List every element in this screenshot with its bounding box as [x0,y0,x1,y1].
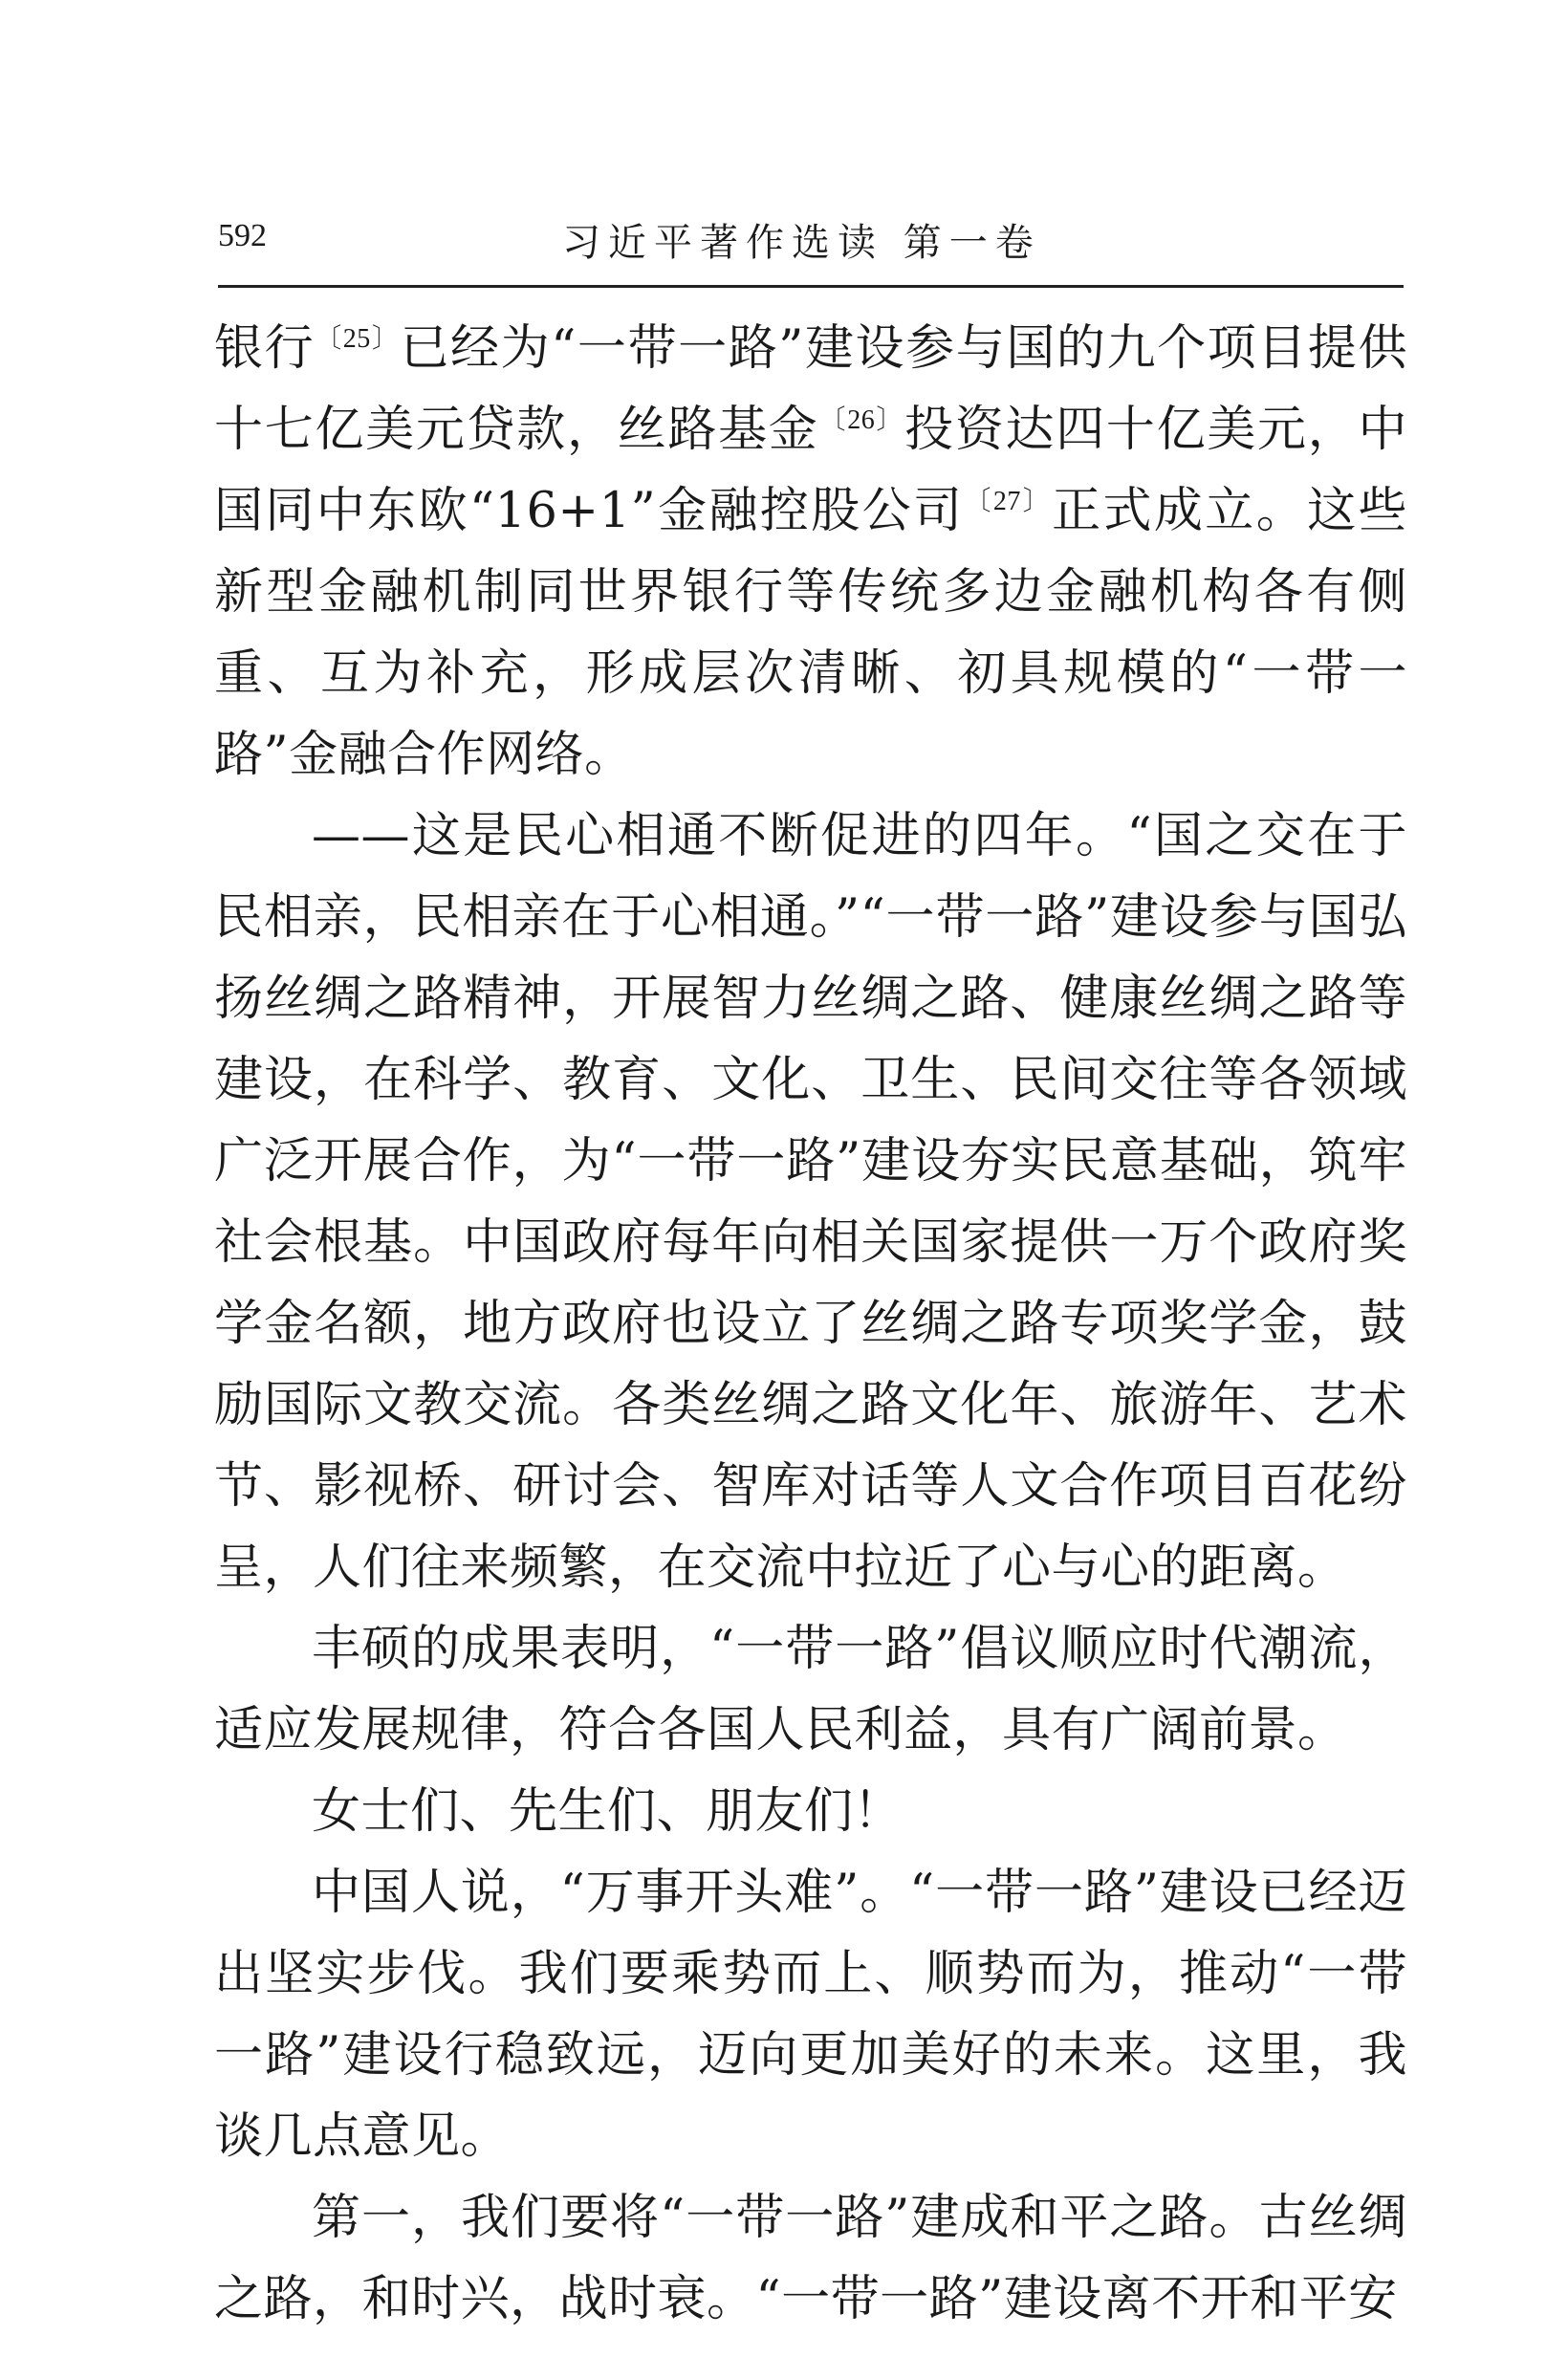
book-title: 习近平著作选读 第一卷 [562,221,1041,265]
paragraph-road-of-peace: 第一，我们要将“一带一路”建成和平之路。古丝绸之路，和时兴，战时衰。“一带一路”建设离不开和平安 [214,2190,1407,2327]
page-number: 592 [218,218,267,253]
text-segment: 银行 [214,320,316,377]
paragraph-finance-network [214,308,1407,796]
footnote-ref-27: 〔27〕 [964,487,1053,516]
text-segment: 投资达四十亿美元，中国同中东欧“16+1”金融控股公司 [214,402,1407,539]
footnote-ref-26: 〔26〕 [818,405,905,435]
header-rule [218,285,1404,288]
text-segment: 已经为“一带一路”建设参与国的九个项目提供十七亿美元贷款，丝路基金 [214,320,1407,458]
text-segment: 正式成立。这些新型金融机制同世界银行等传统多边金融机构各有侧重、互为补充，形成层次清晰、初具规模的“一带一路”金融合作网络。 [214,483,1407,783]
footnote-ref-25: 〔25〕 [315,324,401,354]
body-text [214,308,1407,2340]
paragraph-people-to-people: ——这是民心相通不断促进的四年。“国之交在于民相亲，民相亲在于心相通。”“一带一路”建设参与国弘扬丝绸之路精神，开展智力丝绸之路、健康丝绸之路等建设，在科学、教育、文化、卫生、民间交往等各领域广泛开展合作，为“一带一路”建设夯实民意基础，筑牢社会根基。中国政府每年向相关国家提供一万个政府奖学金名额，地方政府也设立了丝绸之路专项奖学金，鼓励国际文教交流。各类丝绸之路文化年、旅游年、艺术节、影视桥、研讨会、智库对话等人文合作项目百花纷呈，人们往来频繁，在交流中拉近了心与心的距离。 [214,808,1407,1596]
paragraph-results: 丰硕的成果表明，“一带一路”倡议顺应时代潮流，适应发展规律，符合各国人民利益，具有广阔前景。 [214,1621,1407,1758]
running-head [218,212,1404,270]
paragraph-next-steps: 中国人说，“万事开头难”。“一带一路”建设已经迈出坚实步伐。我们要乘势而上、顺势而为，推动“一带一路”建设行稳致远，迈向更加美好的未来。这里，我谈几点意见。 [214,1865,1407,2165]
paragraph-salutation: 女士们、先生们、朋友们！ [312,1783,904,1840]
